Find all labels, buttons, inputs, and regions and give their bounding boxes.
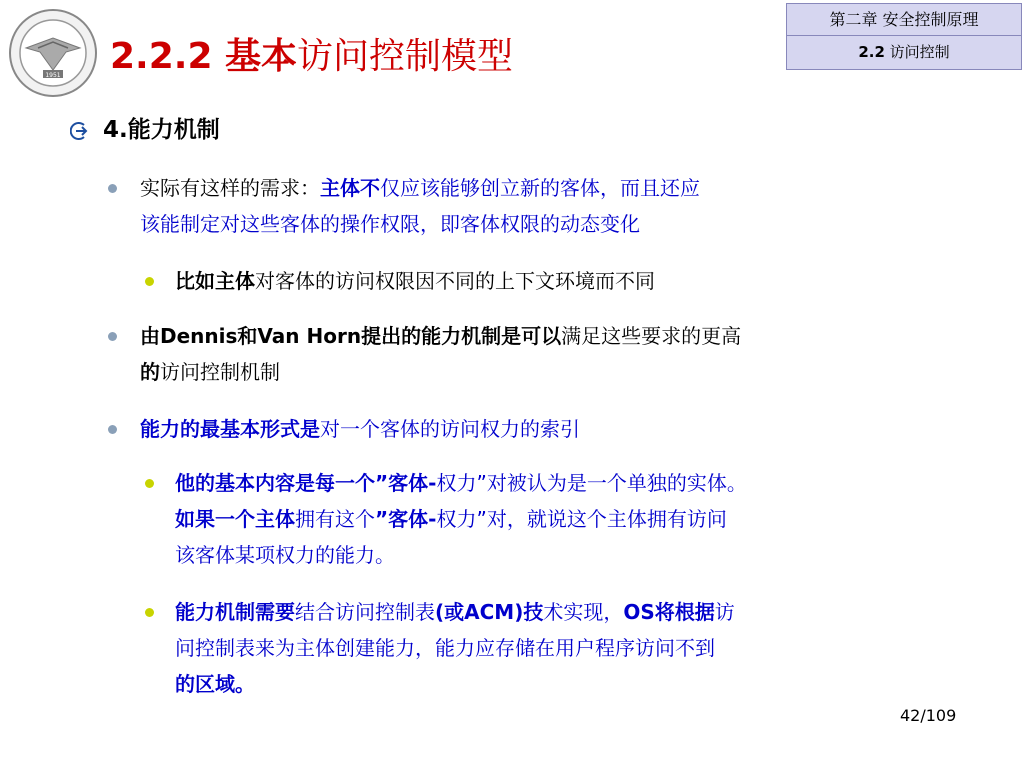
section-name: [787, 36, 1021, 69]
university-logo: [8, 8, 98, 98]
text-run: 对一个客体的访问权力的索引: [320, 417, 580, 441]
text-run: 能力的最基本形式是: [140, 417, 320, 441]
text-run: 的区域。: [175, 672, 255, 696]
bullet-dot-icon: [108, 184, 117, 193]
text-run: 权力”对被认为是一个单独的实体。: [436, 471, 747, 495]
text-run: 该能制定对这些客体的操作权限，即客体权限的动态变化: [140, 212, 640, 236]
bullet-line: [140, 413, 580, 445]
logo-year: 1951: [45, 72, 61, 79]
bullet-dot-icon: [145, 608, 154, 617]
chapter-box: [786, 3, 1022, 70]
bullet-line: [140, 320, 741, 352]
title-number: 2.2.2: [110, 36, 226, 77]
bullet-line: [140, 172, 700, 204]
page-title: [110, 28, 513, 79]
heading-text: 4.能力机制: [103, 117, 220, 143]
section-number: 2.2: [858, 43, 885, 61]
text-run: 访: [714, 600, 735, 624]
text-run: 仅应该能够创立新的客体，而且还应: [380, 176, 700, 200]
text-run: 比如主体: [175, 269, 255, 293]
text-run: 主体不: [320, 176, 380, 200]
text-run: 问控制表来为主体创建能力，能力应存储在用户程序访问不到: [175, 636, 715, 660]
title-bold: 基本: [225, 36, 298, 77]
bullet-line: [140, 356, 280, 388]
text-run: 该客体某项权力的能力。: [175, 543, 395, 567]
bullet-dot-icon: [145, 277, 154, 286]
text-run: ”客体-: [375, 507, 437, 531]
text-run: 满足这些要求的更高: [561, 324, 742, 348]
bullet-line: [140, 208, 640, 240]
text-run: (或ACM)技: [435, 600, 544, 624]
bullet-line: [175, 668, 255, 700]
text-run: 能力机制需要: [175, 600, 295, 624]
text-run: 由Dennis和Van Horn提出的能力机制是可以: [140, 324, 562, 348]
text-run: 拥有这个: [295, 507, 375, 531]
bullet-dot-icon: [108, 425, 117, 434]
text-run: 如果一个主体: [175, 507, 295, 531]
bullet-line: [175, 632, 715, 664]
bullet-line: [175, 596, 735, 628]
bullet-dot-icon: [108, 332, 117, 341]
section-label: 访问控制: [884, 43, 950, 61]
bullet-dot-icon: [145, 479, 154, 488]
text-run: 结合访问控制表: [295, 600, 435, 624]
text-run: 的: [140, 360, 160, 384]
text-run: 术实现，: [543, 600, 624, 624]
text-run: 访问控制机制: [160, 360, 280, 384]
text-run: 权力”对，就说这个主体拥有访问: [436, 507, 727, 531]
text-run: 实际有这样的需求：: [140, 176, 320, 200]
text-run: 对客体的访问权限因不同的上下文环境而不同: [255, 269, 655, 293]
title-rest: 访问控制模型: [297, 36, 514, 77]
text-run: 他的基本内容是每一个”客体-: [175, 471, 437, 495]
text-run: OS将根据: [623, 600, 715, 624]
bullet-line: [175, 265, 655, 297]
page-number: 42/109: [900, 706, 957, 725]
bullet-line: [175, 539, 395, 571]
chapter-name: 第二章 安全控制原理: [787, 4, 1021, 36]
bullet-line: [175, 503, 727, 535]
arrow-bullet-icon: [70, 121, 90, 141]
bullet-line: [175, 467, 747, 499]
